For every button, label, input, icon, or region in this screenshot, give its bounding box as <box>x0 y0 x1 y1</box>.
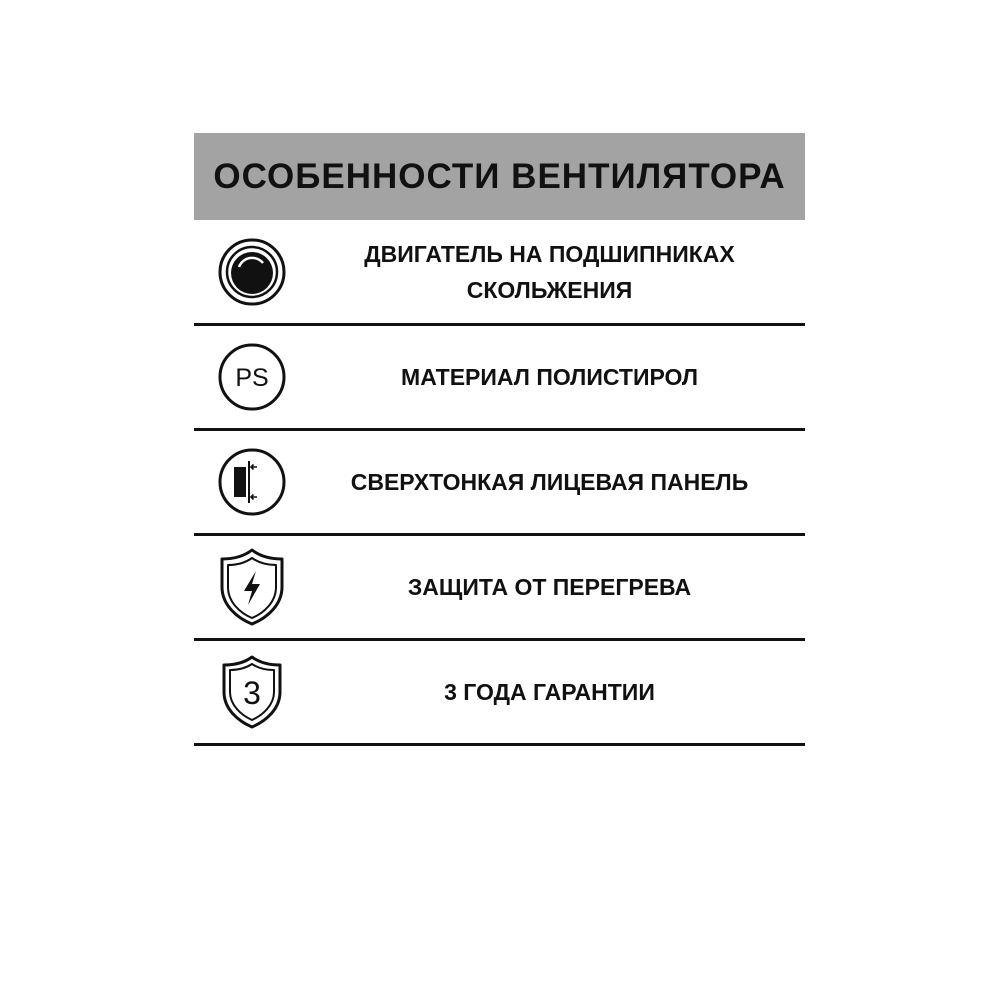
feature-label-line: МАТЕРИАЛ ПОЛИСТИРОЛ <box>401 364 698 390</box>
feature-label <box>294 359 805 395</box>
feature-label-line: ЗАЩИТА ОТ ПЕРЕГРЕВА <box>407 574 692 600</box>
ps-material-icon <box>217 337 287 417</box>
shield-warranty-icon <box>217 652 287 732</box>
shield-lightning-icon <box>217 547 287 627</box>
feature-label <box>294 464 805 500</box>
feature-label-line: ДВИГАТЕЛЬ НА ПОДШИПНИКАХ <box>364 240 735 267</box>
features-panel <box>194 133 805 746</box>
feature-label <box>294 674 805 710</box>
warranty-icon-text: 3 <box>243 675 261 711</box>
feature-row-overheat <box>194 536 805 641</box>
features-header <box>194 133 805 220</box>
thin-panel-icon <box>217 442 287 522</box>
page-title: ОСОБЕННОСТИ ВЕНТИЛЯТОРА <box>213 156 786 196</box>
feature-row-bearing <box>194 220 805 326</box>
feature-row-thin-panel <box>194 431 805 536</box>
feature-row-material <box>194 326 805 431</box>
feature-label-line: СКОЛЬЖЕНИЯ <box>466 276 633 303</box>
bearing-motor-icon <box>217 232 287 312</box>
ps-icon-text: PS <box>235 364 269 392</box>
feature-label <box>294 236 805 308</box>
feature-row-warranty <box>194 641 805 746</box>
feature-label-line: СВЕРХТОНКАЯ ЛИЦЕВАЯ ПАНЕЛЬ <box>350 469 749 495</box>
feature-label-line: 3 ГОДА ГАРАНТИИ <box>444 679 655 705</box>
feature-label <box>294 569 805 605</box>
